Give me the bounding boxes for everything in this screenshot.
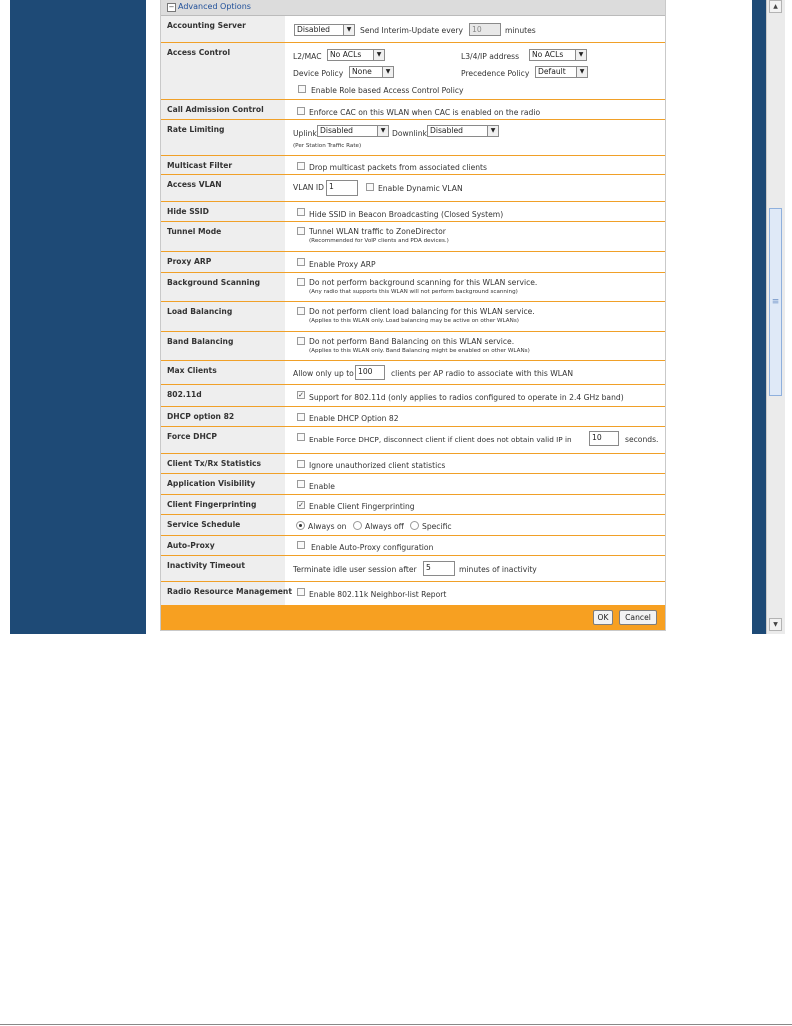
dynamic-vlan-checkbox[interactable] <box>366 183 374 191</box>
l2mac-select[interactable]: No ACLs ▼ <box>327 49 385 61</box>
specific-radio[interactable] <box>410 521 419 530</box>
inactivity-pre: Terminate idle user session after <box>293 565 417 574</box>
cancel-button[interactable]: Cancel <box>619 610 657 625</box>
label-max-clients: Max Clients <box>167 366 217 375</box>
label-hide-ssid: Hide SSID <box>167 207 209 216</box>
row-hide-ssid <box>161 202 665 222</box>
label-service-schedule: Service Schedule <box>167 520 241 529</box>
vertical-scrollbar[interactable] <box>766 0 785 634</box>
always-off-radio[interactable] <box>353 521 362 530</box>
always-on-radio[interactable] <box>296 521 305 530</box>
dialog-footer <box>161 605 665 630</box>
label-force-dhcp: Force DHCP <box>167 432 217 441</box>
tunnel-note: (Recommended for VoIP clients and PDA devices.) <box>309 238 449 244</box>
row-inactivity-timeout <box>161 556 665 582</box>
precedence-policy-select[interactable]: Default ▼ <box>535 66 588 78</box>
device-policy-select[interactable]: None ▼ <box>349 66 394 78</box>
force-dhcp-post: seconds. <box>625 435 659 444</box>
row-force-dhcp <box>161 427 665 454</box>
ok-button[interactable]: OK <box>593 610 613 625</box>
tunnel-label: Tunnel WLAN traffic to ZoneDirector <box>309 227 446 236</box>
label-tunnel-mode: Tunnel Mode <box>167 227 222 236</box>
row-access-control <box>161 43 665 100</box>
l3-select[interactable]: No ACLs ▼ <box>529 49 587 61</box>
fingerprint-label: Enable Client Fingerprinting <box>309 502 415 511</box>
row-call-admission-control <box>161 100 665 120</box>
app-vis-checkbox[interactable] <box>297 480 305 488</box>
row-band-balancing <box>161 332 665 361</box>
dhcp82-checkbox[interactable] <box>297 413 305 421</box>
client-stats-label: Ignore unauthorized client statistics <box>309 461 446 470</box>
label-access-vlan: Access VLAN <box>167 180 222 189</box>
advanced-options-panel <box>160 0 666 631</box>
row-tunnel-mode <box>161 222 665 252</box>
802-11d-label: Support for 802.11d (only applies to radios configured to operate in 2.4 GHz band) <box>309 393 624 402</box>
interim-update-input[interactable]: 10 <box>469 23 501 36</box>
client-stats-checkbox[interactable] <box>297 460 305 468</box>
force-dhcp-input[interactable]: 10 <box>589 431 619 446</box>
chevron-down-icon: ▼ <box>373 50 384 60</box>
right-frame-bar <box>752 0 766 634</box>
row-rate-limiting <box>161 120 665 156</box>
row-max-clients <box>161 361 665 385</box>
scroll-up-icon[interactable]: ▲ <box>769 0 782 13</box>
force-dhcp-label: Enable Force DHCP, disconnect client if client does not obtain valid IP in <box>309 435 572 444</box>
802-11d-checkbox[interactable] <box>297 391 305 399</box>
label-proxy-arp: Proxy ARP <box>167 257 212 266</box>
minutes-label: minutes <box>505 26 536 35</box>
load-bal-checkbox[interactable] <box>297 307 305 315</box>
label-radio-resource-management: Radio Resource Management <box>167 587 292 596</box>
cac-label: Enforce CAC on this WLAN when CAC is enabled on the radio <box>309 108 541 117</box>
auto-proxy-label: Enable Auto-Proxy configuration <box>311 543 434 552</box>
advanced-options-title: Advanced Options <box>178 2 251 11</box>
label-background-scanning: Background Scanning <box>167 278 261 287</box>
load-bal-label: Do not perform client load balancing for this WLAN service. <box>309 307 535 316</box>
row-accounting-server <box>161 16 665 43</box>
chevron-down-icon: ▼ <box>382 67 393 77</box>
max-clients-pre: Allow only up to <box>293 369 354 378</box>
auto-proxy-checkbox[interactable] <box>297 541 305 549</box>
row-proxy-arp <box>161 252 665 273</box>
max-clients-input[interactable]: 100 <box>355 365 385 380</box>
label-dhcp-option-82: DHCP option 82 <box>167 412 235 421</box>
cac-checkbox[interactable] <box>297 107 305 115</box>
left-navigation-panel <box>10 0 146 634</box>
proxy-arp-checkbox[interactable] <box>297 258 305 266</box>
row-background-scanning <box>161 273 665 302</box>
always-off-label: Always off <box>365 522 404 531</box>
chevron-down-icon: ▼ <box>487 126 498 136</box>
row-access-vlan <box>161 175 665 202</box>
label-access-control: Access Control <box>167 48 231 57</box>
row-radio-resource-management <box>161 582 665 605</box>
row-service-schedule <box>161 515 665 536</box>
chevron-down-icon: ▼ <box>575 50 586 60</box>
rate-limiting-note: (Per Station Traffic Rate) <box>293 143 362 149</box>
row-client-fingerprinting <box>161 495 665 515</box>
hide-ssid-label: Hide SSID in Beacon Broadcasting (Closed System) <box>309 210 504 219</box>
max-clients-post: clients per AP radio to associate with this WLAN <box>391 369 574 378</box>
checkmark-icon: ✓ <box>298 391 304 399</box>
label-client-statistics: Client Tx/Rx Statistics <box>167 459 262 468</box>
l2mac-label: L2/MAC <box>293 52 322 61</box>
uplink-label: Uplink <box>293 129 317 138</box>
label-inactivity-timeout: Inactivity Timeout <box>167 561 245 570</box>
multicast-label: Drop multicast packets from associated clients <box>309 163 487 172</box>
tunnel-checkbox[interactable] <box>297 227 305 235</box>
chevron-down-icon: ▼ <box>343 25 354 35</box>
proxy-arp-label: Enable Proxy ARP <box>309 260 376 269</box>
hide-ssid-checkbox[interactable] <box>297 208 305 216</box>
label-load-balancing: Load Balancing <box>167 307 233 316</box>
label-accounting-server: Accounting Server <box>167 21 246 30</box>
fingerprint-checkbox[interactable] <box>297 501 305 509</box>
label-client-fingerprinting: Client Fingerprinting <box>167 500 257 509</box>
multicast-checkbox[interactable] <box>297 162 305 170</box>
chevron-down-icon: ▼ <box>576 67 587 77</box>
advanced-options-header[interactable] <box>161 0 665 16</box>
inactivity-post: minutes of inactivity <box>459 565 537 574</box>
rrm-checkbox[interactable] <box>297 588 305 596</box>
interim-update-label: Send Interim-Update every <box>360 26 463 35</box>
downlink-label: Downlink <box>392 129 427 138</box>
label-auto-proxy: Auto-Proxy <box>167 541 215 550</box>
role-based-label: Enable Role based Access Control Policy <box>311 86 464 95</box>
role-based-checkbox[interactable] <box>298 85 306 93</box>
row-auto-proxy <box>161 536 665 556</box>
page-bottom-rule <box>0 1024 792 1025</box>
precedence-policy-label: Precedence Policy <box>461 69 530 78</box>
bg-scan-label: Do not perform background scanning for this WLAN service. <box>309 278 538 287</box>
always-on-label: Always on <box>308 522 347 531</box>
band-bal-label: Do not perform Band Balancing on this WLAN service. <box>309 337 515 346</box>
bg-scan-note: (Any radio that supports this WLAN will not perform background scanning) <box>309 289 518 295</box>
chevron-down-icon: ▼ <box>377 126 388 136</box>
band-bal-checkbox[interactable] <box>297 337 305 345</box>
app-vis-label: Enable <box>309 482 335 491</box>
downlink-select[interactable]: Disabled ▼ <box>427 125 499 137</box>
scroll-thumb[interactable]: ≡ <box>769 208 782 396</box>
vlan-id-label: VLAN ID <box>293 183 324 192</box>
row-client-statistics <box>161 454 665 474</box>
accounting-server-select[interactable]: Disabled ▼ <box>294 24 355 36</box>
rrm-label: Enable 802.11k Neighbor-list Report <box>309 590 447 599</box>
row-dhcp-option-82 <box>161 407 665 427</box>
row-load-balancing <box>161 302 665 332</box>
specific-label: Specific <box>422 522 452 531</box>
row-multicast-filter <box>161 156 665 175</box>
label-multicast-filter: Multicast Filter <box>167 161 233 170</box>
label-802-11d: 802.11d <box>167 390 202 399</box>
load-bal-note: (Applies to this WLAN only. Load balancing may be active on other WLANs) <box>309 318 519 324</box>
device-policy-label: Device Policy <box>293 69 344 78</box>
vlan-id-input[interactable]: 1 <box>326 180 358 196</box>
dynamic-vlan-label: Enable Dynamic VLAN <box>378 184 463 193</box>
force-dhcp-checkbox[interactable] <box>297 433 305 441</box>
label-application-visibility: Application Visibility <box>167 479 256 488</box>
collapse-icon[interactable]: − <box>168 3 175 11</box>
inactivity-input[interactable]: 5 <box>423 561 455 576</box>
label-band-balancing: Band Balancing <box>167 337 234 346</box>
dhcp82-label: Enable DHCP Option 82 <box>309 414 399 423</box>
band-bal-note: (Applies to this WLAN only. Band Balancing might be enabled on other WLANs) <box>309 348 530 354</box>
l3-label: L3/4/IP address <box>461 52 520 61</box>
label-call-admission-control: Call Admission Control <box>167 105 264 114</box>
scroll-down-icon[interactable]: ▼ <box>769 618 782 631</box>
uplink-select[interactable]: Disabled ▼ <box>317 125 389 137</box>
bg-scan-checkbox[interactable] <box>297 278 305 286</box>
checkmark-icon: ✓ <box>298 501 304 509</box>
row-application-visibility <box>161 474 665 495</box>
row-802-11d <box>161 385 665 407</box>
label-rate-limiting: Rate Limiting <box>167 125 225 134</box>
